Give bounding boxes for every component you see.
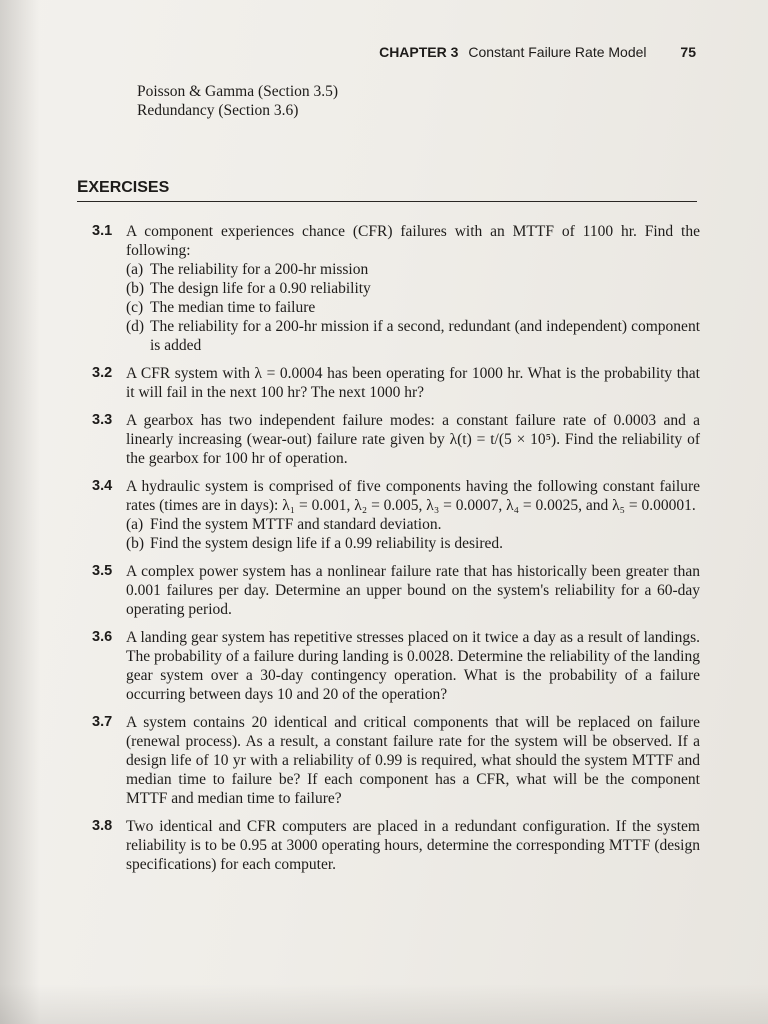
part-text: The design life for a 0.90 reliability	[150, 280, 371, 297]
exercise-text: A gearbox has two independent failure modes: a constant failure rate of 0.0003 and a linearly increasing (wear-out) failure rate given by λ(t) = t/(5 × 10⁵). Find the reliability of the gearbox for 100 hr of operation.	[126, 412, 700, 467]
exercise-part	[126, 260, 700, 279]
exercise-text: Two identical and CFR computers are placed in a redundant configuration. If the system reliability is to be 0.95 at 3000 operating hours, determine the corresponding MTTF (design specifications) for each computer.	[126, 818, 700, 873]
exercise-part	[126, 317, 700, 355]
exercise-item	[76, 562, 700, 619]
exercise-body	[126, 477, 700, 553]
exercise-part	[126, 534, 700, 553]
exercise-number: 3.1	[92, 223, 113, 239]
page-shadow	[0, 0, 40, 1024]
exercise-text: A CFR system with λ = 0.0004 has been operating for 1000 hr. What is the probability that it will fail in the next 100 hr? The next 1000 hr?	[126, 365, 700, 401]
running-header	[379, 44, 696, 60]
exercise-number: 3.2	[92, 365, 113, 381]
exercise-item	[76, 222, 700, 355]
exercise-body	[126, 222, 700, 355]
exercise-part	[126, 298, 700, 317]
exercise-number: 3.3	[92, 412, 113, 428]
page-number: 75	[680, 44, 696, 60]
exercise-text: A complex power system has a nonlinear failure rate that has historically been greater than 0.001 failures per day. Determine an upper bound on the system's reliability for a 60-day operating period.	[126, 563, 700, 618]
page-shadow-bottom	[0, 984, 768, 1024]
exercise-part	[126, 515, 700, 534]
exercise-item	[76, 713, 700, 808]
exercise-item	[76, 411, 700, 468]
exercise-text: A landing gear system has repetitive stresses placed on it twice a day as a result of landings. The probability of a failure during landing is 0.0028. Determine the reliability of the landing gear system over a 30-day contingency operation. What is the probability of a failure occurring between days 10 and 20 of the operation?	[126, 629, 700, 703]
carryover-line: Poisson & Gamma (Section 3.5)	[137, 83, 339, 100]
exercise-body	[126, 562, 700, 619]
part-text: The reliability for a 200-hr mission if a second, redundant (and independent) component is added	[150, 318, 700, 354]
exercise-body	[126, 817, 700, 874]
exercise-body	[126, 364, 700, 402]
part-text: The median time to failure	[150, 299, 316, 316]
exercise-list	[76, 222, 700, 883]
section-heading: EXERCISES	[77, 177, 697, 202]
exercise-parts	[126, 260, 700, 355]
exercise-number: 3.4	[92, 478, 113, 494]
exercise-number: 3.7	[92, 714, 113, 730]
exercise-number: 3.5	[92, 563, 113, 579]
part-label: (a)	[126, 516, 144, 533]
exercise-text: A system contains 20 identical and critical components that will be replaced on failure (renewal process). As a result, a constant failure rate for the system will be observed. If a design life of 10 yr with a reliability of 0.99 is required, what should the system MTTF and median time to failure be? If each component has a CFR, what will be the component MTTF and median time to failure?	[126, 714, 700, 807]
carryover-list	[137, 82, 338, 120]
part-label: (d)	[126, 318, 145, 335]
part-text: Find the system design life if a 0.99 reliability is desired.	[150, 535, 503, 552]
exercise-text: A hydraulic system is comprised of five components having the following constant failure rates (times are in days): λ₁ = 0.001, λ₂ = 0.005, λ₃ = 0.0007, λ₄ = 0.0025, and λ₅ = 0.00001.	[126, 478, 700, 514]
exercise-item	[76, 364, 700, 402]
part-label: (b)	[126, 535, 145, 552]
exercise-body	[126, 411, 700, 468]
chapter-label: CHAPTER 3	[379, 44, 459, 60]
part-text: The reliability for a 200-hr mission	[150, 261, 369, 278]
exercise-body	[126, 713, 700, 808]
part-label: (c)	[126, 299, 144, 316]
part-text: Find the system MTTF and standard deviation.	[150, 516, 442, 533]
part-label: (b)	[126, 280, 145, 297]
exercise-text: A component experiences chance (CFR) failures with an MTTF of 1100 hr. Find the following:	[126, 223, 700, 259]
exercise-item	[76, 477, 700, 553]
part-label: (a)	[126, 261, 144, 278]
exercise-item	[76, 817, 700, 874]
exercise-item	[76, 628, 700, 704]
exercise-number: 3.6	[92, 629, 113, 645]
exercise-body	[126, 628, 700, 704]
chapter-title: Constant Failure Rate Model	[468, 44, 647, 60]
carryover-line: Redundancy (Section 3.6)	[137, 102, 299, 119]
exercise-number: 3.8	[92, 818, 113, 834]
exercise-part	[126, 279, 700, 298]
exercise-parts	[126, 515, 700, 553]
